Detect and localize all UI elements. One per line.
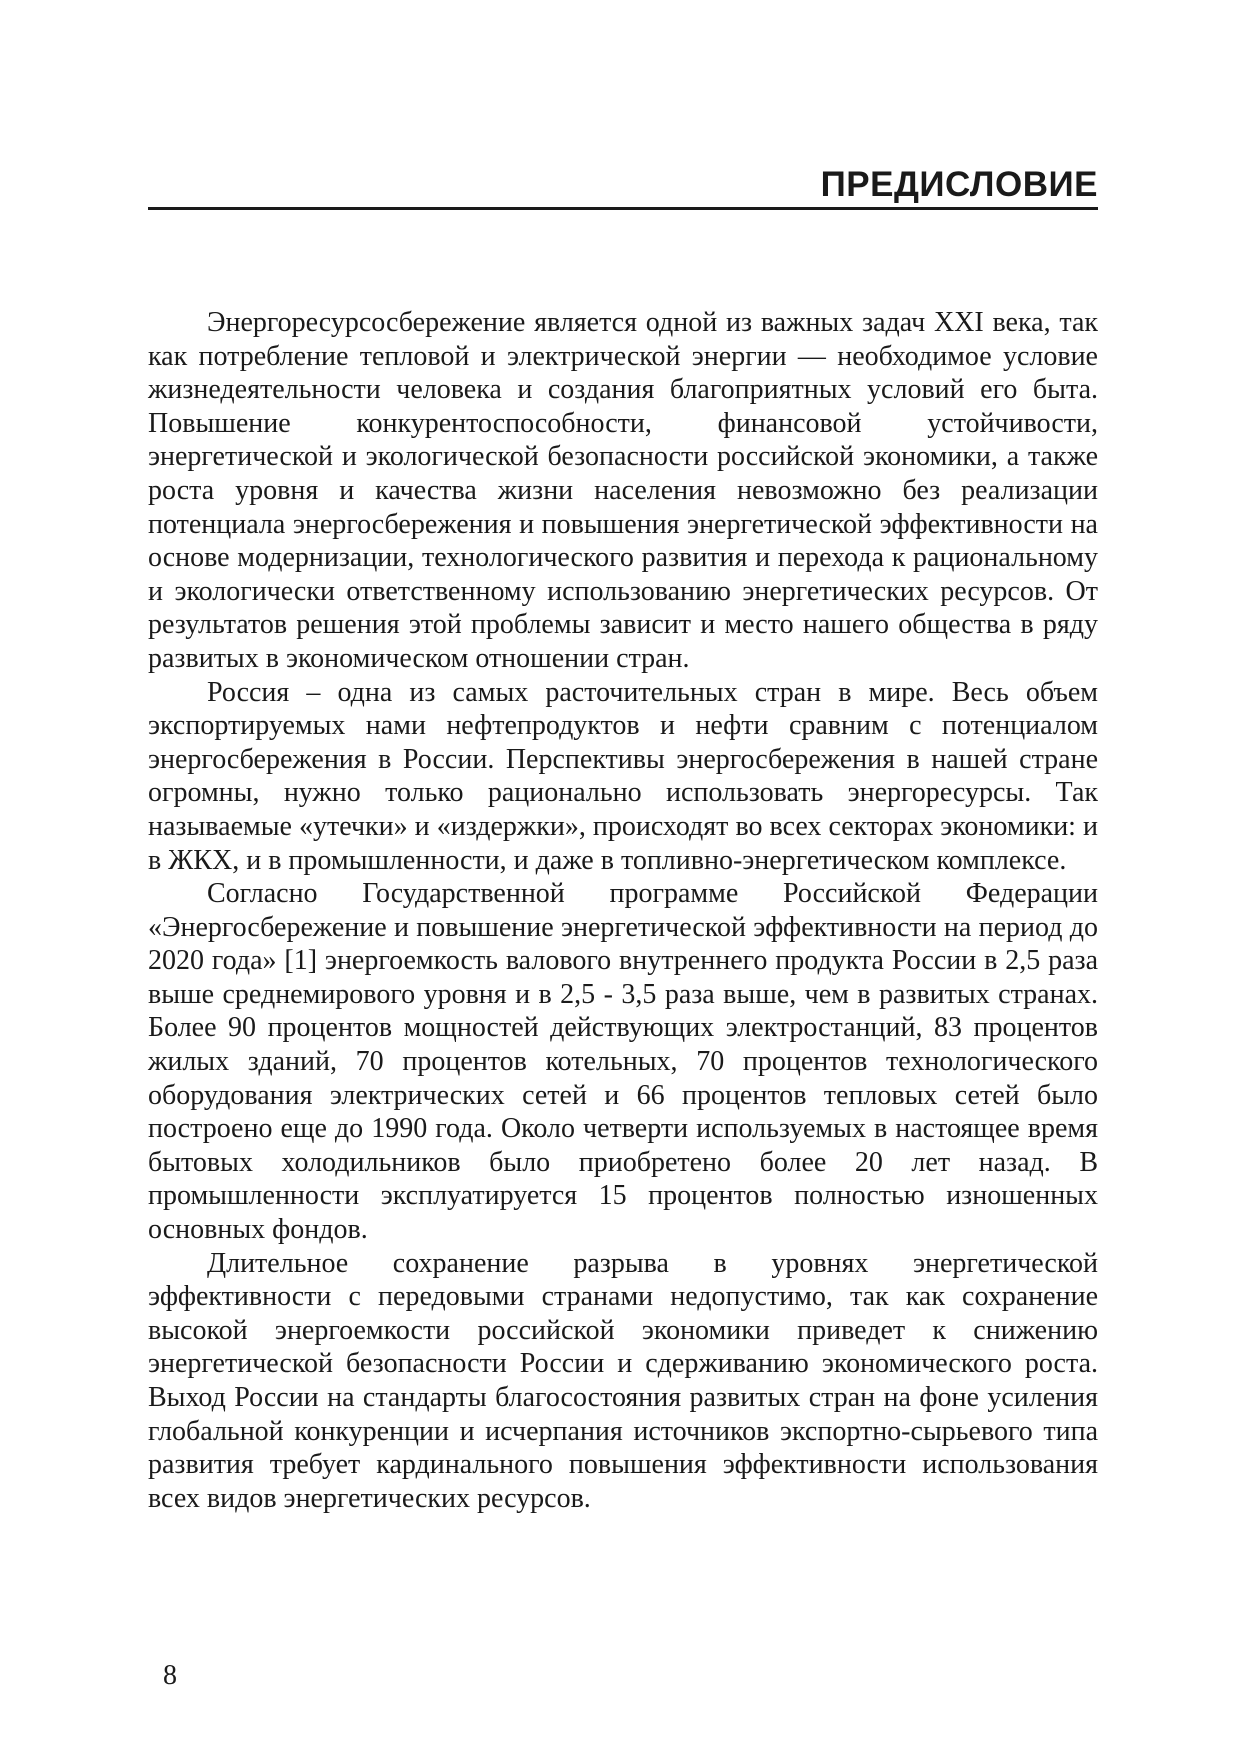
paragraph-2: Россия – одна из самых расточительных стран в мире. Весь объем экспортируемых нами нефтепродуктов и нефти сравним с потенциалом энергосбережения в России. Перспективы энергосбережения в нашей стране огромны, нужно только рационально использовать энергоресурсы. Так называемые «утечки» и «издержки», происходят во всех секторах экономики: и в ЖКХ, и в промышленности, и даже в топливно-энергетическом комплексе.	[148, 676, 1098, 876]
chapter-title: ПРЕДИСЛОВИЕ	[820, 165, 1098, 204]
page-number: 8	[163, 1660, 177, 1691]
paragraph-3: Согласно Государственной программе Российской Федерации «Энергосбережение и повышение энергетической эффективности на период до 2020 года» [1] энергоемкость валового внутреннего продукта России в 2,5 раза выше среднемирового уровня и в 2,5 - 3,5 раза выше, чем в развитых странах. Более 90 процентов мощностей действующих электростанций, 83 процентов жилых зданий, 70 процентов котельных, 70 процентов технологического оборудования электрических сетей и 66 процентов тепловых сетей было построено еще до 1990 года. Около четверти используемых в настоящее время бытовых холодильников было приобретено более 20 лет назад. В промышленности эксплуатируется 15 процентов полностью изношенных основных фондов.	[148, 878, 1098, 1246]
paragraph-1: Энергоресурсосбережение является одной из важных задач XXI века, так как потребление тепловой и электрической энергии — необходимое условие жизнедеятельности человека и создания благоприятных условий его быта. Повышение конкурентоспособности, финансовой устойчивости, энергетической и экологической безопасности российской экономики, а также роста уровня и качества жизни населения невозможно без реализации потенциала энергосбережения и повышения энергетической эффективности на основе модернизации, технологического развития и перехода к рациональному и экологически ответственному использованию энергетических ресурсов. От результатов решения этой проблемы зависит и место нашего общества в ряду развитых в экономическом отношении стран.	[148, 307, 1098, 674]
paragraph-4: Длительное сохранение разрыва в уровнях энергетической эффективности с передовыми странами недопустимо, так как сохранение высокой энергоемкости российской экономики приведет к снижению энергетической безопасности России и сдерживанию экономического роста. Выход России на стандарты благосостояния развитых стран на фоне усиления глобальной конкуренции и исчерпания источников экспортно-сырьевого типа развития требует кардинального повышения эффективности использования всех видов энергетических ресурсов.	[148, 1247, 1098, 1514]
title-underline	[148, 207, 1098, 210]
body-text	[148, 306, 1098, 1515]
